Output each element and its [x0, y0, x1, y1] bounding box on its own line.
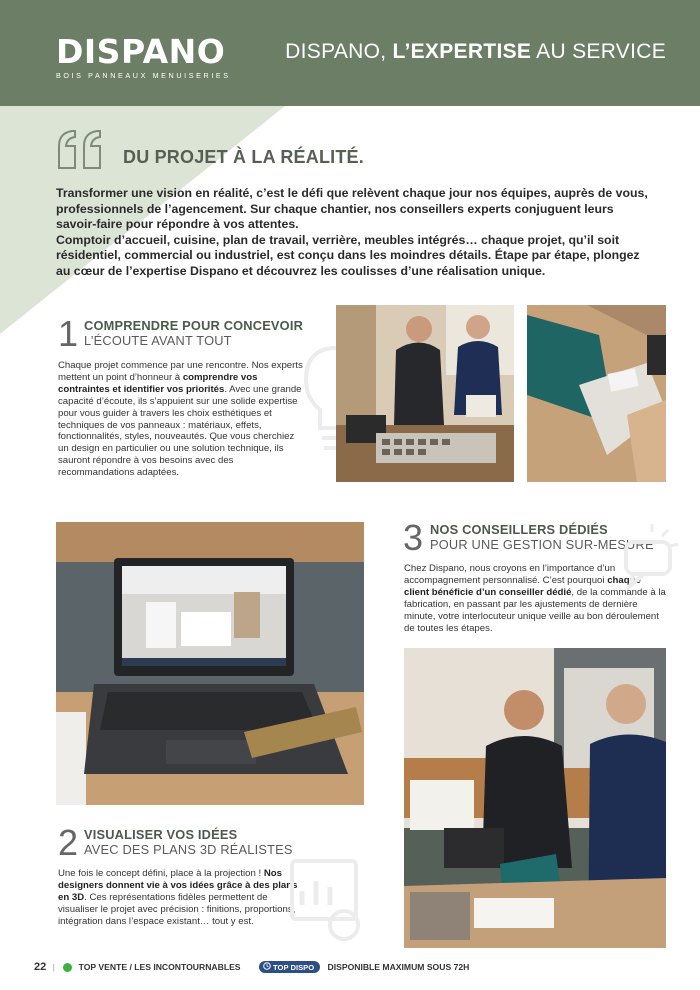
- step-1-title: COMPRENDRE POUR CONCEVOIR: [84, 318, 304, 333]
- top-dispo-badge-label: TOP DISPO: [273, 962, 315, 972]
- intro-paragraph-1: Transformer une vision en réalité, c’est le défi que relèvent chaque jour nos équipes, auprès de vous, professionnels de l’agencement. Sur chaque chantier, nos conseillers experts conjuguent leurs savoir-faire pour répondre à vos attentes.: [56, 186, 648, 232]
- page-header: [0, 0, 700, 106]
- step-2-body-c: . Ces représentations fidèles permettent de visualiser le projet avec précision : finitions, proportions, intégration dans l’espace existant… tout y est.: [58, 891, 296, 927]
- legend-disponible: DISPONIBLE MAXIMUM SOUS 72H: [327, 962, 470, 972]
- header-title: [285, 40, 666, 64]
- step-1-body-c: . Avec une grande capacité d’écoute, ils s’appuient sur une solide expertise pour vous guider à travers les choix esthétiques et techniques de vos panneaux : matériaux, effets, fonctionnalités, styles, nouveautés. Que vous cherchiez un design en particulier ou une solution technique, ils sauront répondre à vos besoins avec des recommandations adaptées.: [58, 383, 302, 479]
- step-2-number: 2: [58, 822, 79, 863]
- chat-bubble-icon: [612, 520, 682, 590]
- header-title-prefix: DISPANO,: [285, 40, 393, 63]
- photo-panel-samples: [527, 305, 666, 482]
- clock-icon: [263, 962, 271, 970]
- photo-advisors-consulting: [404, 648, 666, 948]
- header-title-emphasis: L’EXPERTISE: [392, 40, 532, 63]
- step-3-body-c: , de la commande à la fabrication, en passant par les ajustements de dernière minute, votre interlocuteur unique veille au bon déroulement de toutes les étapes.: [404, 586, 666, 634]
- logo-tagline: BOIS PANNEAUX MENUISERIES: [56, 71, 231, 80]
- footer-separator: |: [52, 962, 55, 972]
- step-2-body-a: Une fois le concept défini, place à la projection !: [58, 868, 264, 879]
- step-1-number: 1: [58, 313, 79, 354]
- step-1-body-bold: comprendre vos contraintes et identifier vos priorités: [58, 371, 258, 395]
- legend-top-vente: TOP VENTE / LES INCONTOURNABLES: [78, 962, 241, 972]
- logo-wordmark: DISPANO: [56, 32, 226, 71]
- step-3-body-bold: chaque client bénéficie d’un conseiller dédié: [404, 574, 641, 598]
- step-2-subtitle: AVEC DES PLANS 3D RÉALISTES: [84, 842, 293, 857]
- quote-marks-icon: [56, 128, 108, 172]
- step-3-title: NOS CONSEILLERS DÉDIÉS: [430, 522, 608, 537]
- step-1-body: [58, 360, 304, 479]
- photo-advisors-samples: [336, 305, 514, 482]
- step-2-title: VISUALISER VOS IDÉES: [84, 827, 238, 842]
- page-title: DU PROJET À LA RÉALITÉ.: [123, 147, 364, 167]
- step-3-number: 3: [403, 517, 424, 558]
- intro-paragraph-2: Comptoir d’accueil, cuisine, plan de travail, verrière, meubles intégrés… chaque projet, qu’il soit résidentiel, commercial ou industriel, est conçu dans les moindres détails. Étape par étape, plongez au cœur de l’expertise Dispano et découvrez les coulisses d’une réalisation unique.: [56, 232, 640, 278]
- page-number: 22: [34, 961, 47, 973]
- top-dispo-badge: [259, 961, 320, 973]
- step-1-subtitle: L’ÉCOUTE AVANT TOUT: [84, 333, 232, 348]
- step-1-body-a: Chaque projet commence par une rencontre. Nos experts mettent un point d’honneur à: [58, 360, 303, 383]
- header-title-suffix: AU SERVICE: [531, 40, 666, 63]
- dispano-logo: [56, 32, 231, 80]
- step-2-body: [58, 868, 298, 928]
- chart-eye-icon: [286, 855, 366, 945]
- page-footer: [34, 961, 674, 977]
- step-2-body-bold: Nos designers donnent vie à vos idées grâce à des plans en 3D: [58, 868, 298, 903]
- step-3-body-a: Chez Dispano, nous croyons en l’importance d’un accompagnement personnalisé. C’est pourquoi: [404, 563, 616, 586]
- top-vente-dot-icon: [63, 963, 72, 972]
- step-3-subtitle: POUR UNE GESTION SUR-MESURE: [430, 537, 654, 552]
- photo-laptop-3d-plan: [56, 522, 364, 805]
- intro-text: [56, 186, 656, 280]
